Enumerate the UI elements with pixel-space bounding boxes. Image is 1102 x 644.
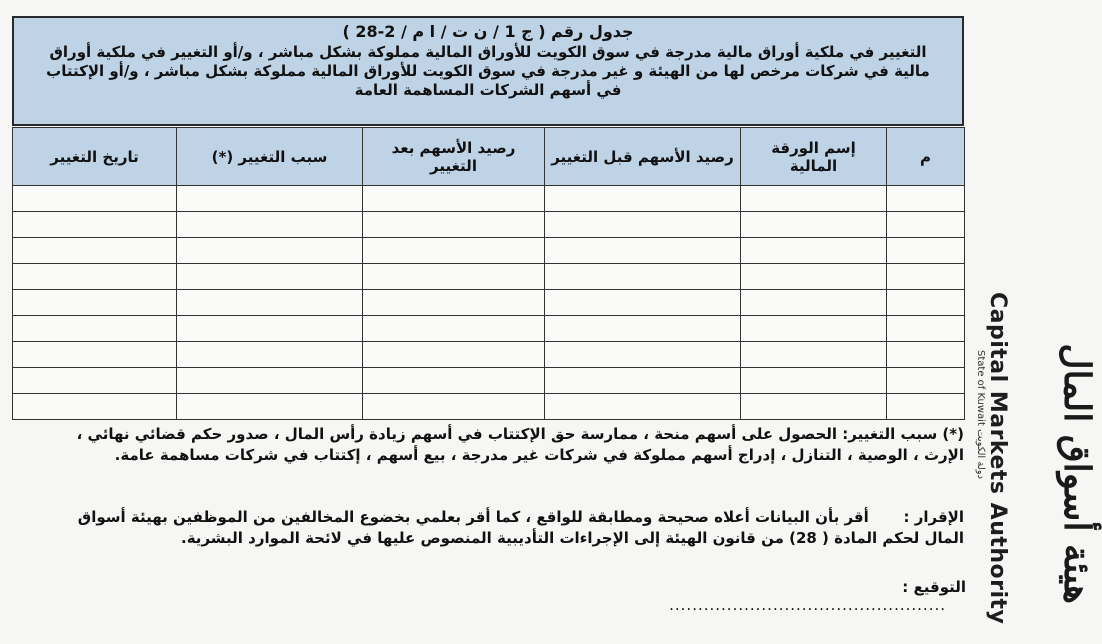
reason-footnote: (*) سبب التغيير: الحصول على أسهم منحة ، ممارسة حق الإكتتاب في أسهم زيادة رأس المال ، صدور حكم قضائي نهائي ، الإرث ، الوصية ، التنازل ، إدراج أسهم مملوكة في شركات غير مدرجة ، بيع أسهم ، إكتتاب في شركات مساهمة عامة.: [76, 425, 964, 464]
table-row: [13, 290, 965, 316]
table-cell[interactable]: [363, 290, 545, 316]
table-cell[interactable]: [13, 212, 177, 238]
table-header-row: [13, 128, 965, 186]
table-cell[interactable]: [887, 342, 965, 368]
declaration-text: أقر بأن البيانات أعلاه صحيحة ومطابقة للواقع ، كما أقر بعلمي بخضوع المخالفين من الموظفين بهيئة أسواق المال لحكم المادة ( 28) من قانون الهيئة إلى الإجراءات التأديبية المنصوص عليها في لائحة الموارد البشرية.: [77, 508, 964, 547]
table-cell[interactable]: [741, 368, 887, 394]
logo-subtitle: State of Kuwait دولة الكويت: [975, 350, 986, 480]
table-cell[interactable]: [741, 212, 887, 238]
table-cell[interactable]: [887, 290, 965, 316]
table-cell[interactable]: [13, 186, 177, 212]
table-row: [13, 368, 965, 394]
table-cell[interactable]: [177, 394, 363, 420]
table-cell[interactable]: [887, 212, 965, 238]
signature-line[interactable]: ................................................: [669, 596, 946, 614]
table-cell[interactable]: [545, 342, 741, 368]
logo-english-name: Capital Markets Authority: [985, 292, 1010, 625]
table-cell[interactable]: [13, 394, 177, 420]
table-cell[interactable]: [13, 264, 177, 290]
table-row: [13, 316, 965, 342]
table-cell[interactable]: [363, 186, 545, 212]
table-cell[interactable]: [887, 238, 965, 264]
table-cell[interactable]: [545, 264, 741, 290]
table-cell[interactable]: [545, 238, 741, 264]
table-header-box: [12, 16, 964, 126]
table-row: [13, 186, 965, 212]
table-cell[interactable]: [545, 368, 741, 394]
table-cell[interactable]: [545, 212, 741, 238]
table-cell[interactable]: [545, 394, 741, 420]
table-cell[interactable]: [741, 290, 887, 316]
table-cell[interactable]: [545, 316, 741, 342]
table-cell[interactable]: [887, 186, 965, 212]
table-cell[interactable]: [887, 264, 965, 290]
table-cell[interactable]: [177, 368, 363, 394]
table-cell[interactable]: [887, 368, 965, 394]
table-row: [13, 212, 965, 238]
table-cell[interactable]: [741, 342, 887, 368]
table-title: جدول رقم ( ج 1 / ن ت / ا م / 2-28 ): [342, 22, 634, 41]
table-cell[interactable]: [363, 264, 545, 290]
table-cell[interactable]: [177, 264, 363, 290]
col-header-date: تاريخ التغيير: [13, 128, 177, 186]
table-cell[interactable]: [177, 342, 363, 368]
table-row: [13, 238, 965, 264]
table-cell[interactable]: [13, 316, 177, 342]
table-cell[interactable]: [177, 212, 363, 238]
col-header-number: م: [887, 128, 965, 186]
table-cell[interactable]: [363, 212, 545, 238]
table-cell[interactable]: [13, 342, 177, 368]
table-cell[interactable]: [13, 290, 177, 316]
col-header-balance-before: رصيد الأسهم قبل التغيير: [545, 128, 741, 186]
table-body: [13, 186, 965, 420]
table-cell[interactable]: [887, 394, 965, 420]
table-cell[interactable]: [363, 342, 545, 368]
table-cell[interactable]: [177, 238, 363, 264]
table-cell[interactable]: [887, 316, 965, 342]
logo-arabic-name: هيئة أسواق المال: [1056, 343, 1098, 604]
table-cell[interactable]: [545, 186, 741, 212]
table-cell[interactable]: [741, 394, 887, 420]
table-cell[interactable]: [13, 368, 177, 394]
table-description: التغيير في ملكية أوراق مالية مدرجة في سوق الكويت للأوراق المالية مملوكة بشكل مباشر ، و/أو التغيير في ملكية أوراق مالية في شركات مرخص لها من الهيئة و غير مدرجة في سوق الكويت للأوراق المالية مملوكة بشكل مباشر ، و/أو الإكتتاب في أسهم الشركات المساهمة العامة: [46, 43, 930, 99]
table-row: [13, 264, 965, 290]
table-cell[interactable]: [741, 316, 887, 342]
signature-label: التوقيع :: [902, 578, 966, 596]
table-cell[interactable]: [363, 368, 545, 394]
declaration-label: الإقرار :: [903, 508, 964, 526]
table-cell[interactable]: [741, 186, 887, 212]
table-cell[interactable]: [363, 238, 545, 264]
table-cell[interactable]: [177, 186, 363, 212]
declaration: [34, 507, 964, 549]
table-row: [13, 342, 965, 368]
col-header-security-name: إسم الورقة المالية: [741, 128, 887, 186]
table-cell[interactable]: [177, 316, 363, 342]
table-cell[interactable]: [177, 290, 363, 316]
table-cell[interactable]: [363, 394, 545, 420]
table-cell[interactable]: [741, 264, 887, 290]
table-row: [13, 394, 965, 420]
table-cell[interactable]: [363, 316, 545, 342]
change-table: [12, 127, 965, 420]
table-cell[interactable]: [741, 238, 887, 264]
col-header-balance-after: رصيد الأسهم بعد التغيير: [363, 128, 545, 186]
table-cell[interactable]: [545, 290, 741, 316]
signature-block: [640, 578, 966, 614]
col-header-reason: سبب التغيير (*): [177, 128, 363, 186]
table-cell[interactable]: [13, 238, 177, 264]
